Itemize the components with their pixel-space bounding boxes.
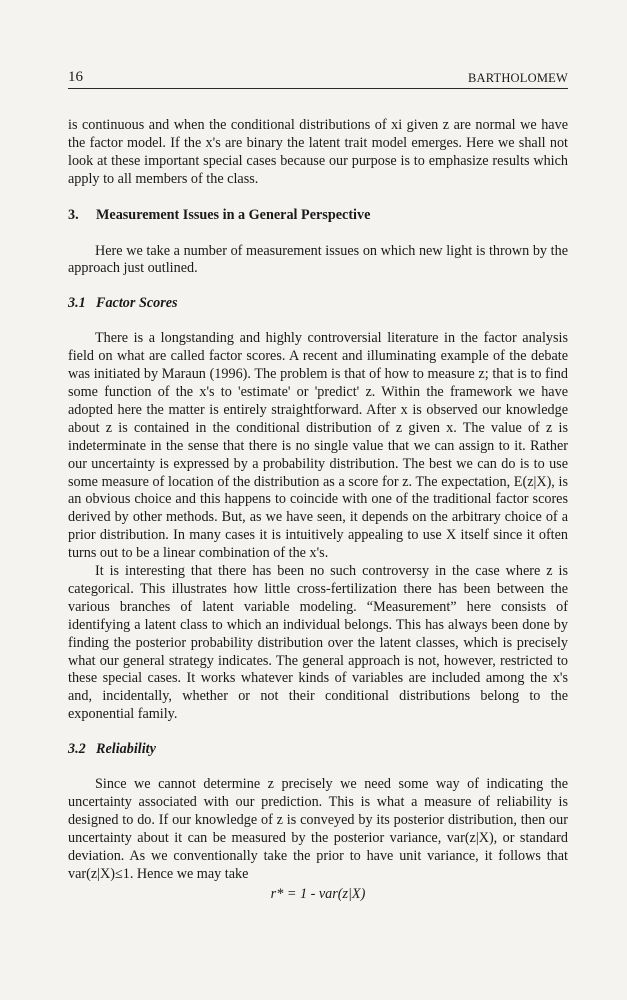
paragraph: Since we cannot determine z precisely we need some way of indicating the uncertainty associated with our prediction. This is what a measure of reliability is designed to do. If our knowledge of z is conveyed by its posterior distribution, then our uncertainty about it can be measured by the posterior variance, var(z|X), or standard deviation. As we conventionally take the prior to have unit variance, it follows that var(z|X)≤1. Hence we may take	[68, 776, 568, 882]
equation: r* = 1 - var(z|X)	[270, 885, 366, 902]
paragraph: It is interesting that there has been no such controversy in the case where z is categorical. This illustrates how little cross-fertilization there has been between the various branches of latent variable modeling. “Measurement” here consists of identifying a latent class to which an individual belongs. This has always been done by finding the posterior probability distribution over the latent classes, which is precisely what our general strategy indicates. The general approach is not, however, restricted to these special cases. It works whatever kinds of variables are included among the x's and, incidentally, whether or not their conditional distributions belong to the exponential family.	[68, 563, 568, 723]
running-header	[68, 68, 568, 89]
running-title: BARTHOLOMEW	[467, 71, 568, 85]
subsection-heading	[68, 741, 568, 759]
paragraph-continuation: is continuous and when the conditional distributions of xi given z are normal we have the factor model. If the x's are binary the latent trait model emerges. Here we shall not look at these important special cases because our purpose is to emphasize results which apply to all members of the class.	[68, 117, 568, 187]
subsection-heading	[68, 295, 568, 313]
subsection-title: Factor Scores	[96, 295, 178, 312]
subsection-number: 3.2	[68, 741, 86, 758]
subsection-title: Reliability	[96, 741, 156, 758]
section-title: Measurement Issues in a General Perspective	[96, 206, 371, 223]
section-heading	[68, 207, 568, 225]
page-number: 16	[68, 69, 83, 85]
subsection-number: 3.1	[68, 295, 86, 312]
paragraph: There is a longstanding and highly controversial literature in the factor analysis field on what are called factor scores. A recent and illuminating example of the debate was initiated by Maraun (1996). The problem is that of how to measure z; that is to find some function of the x's to 'estimate' or 'predict' z. Within the framework we have adopted here the matter is entirely straightforward. After x is observed our knowledge about z is contained in the conditional distribution of z given x. The value of z is indeterminate in the sense that there is no single value that we can assign to it. Rather our uncertainty is expressed by a probability distribution. The best we can do is to use some measure of location of the distribution as a score for z. The expectation, E(z|X), is an obvious choice and this happens to coincide with one of the traditional factor scores derived by other methods. But, as we have seen, it depends on the arbitrary choice of a prior distribution. In many cases it is intuitively appealing to use X itself since it often turns out to be a linear combination of the x's.	[68, 330, 568, 562]
section-number: 3.	[68, 206, 79, 223]
paragraph: Here we take a number of measurement issues on which new light is thrown by the approach just outlined.	[68, 242, 568, 277]
body-text	[68, 117, 568, 903]
